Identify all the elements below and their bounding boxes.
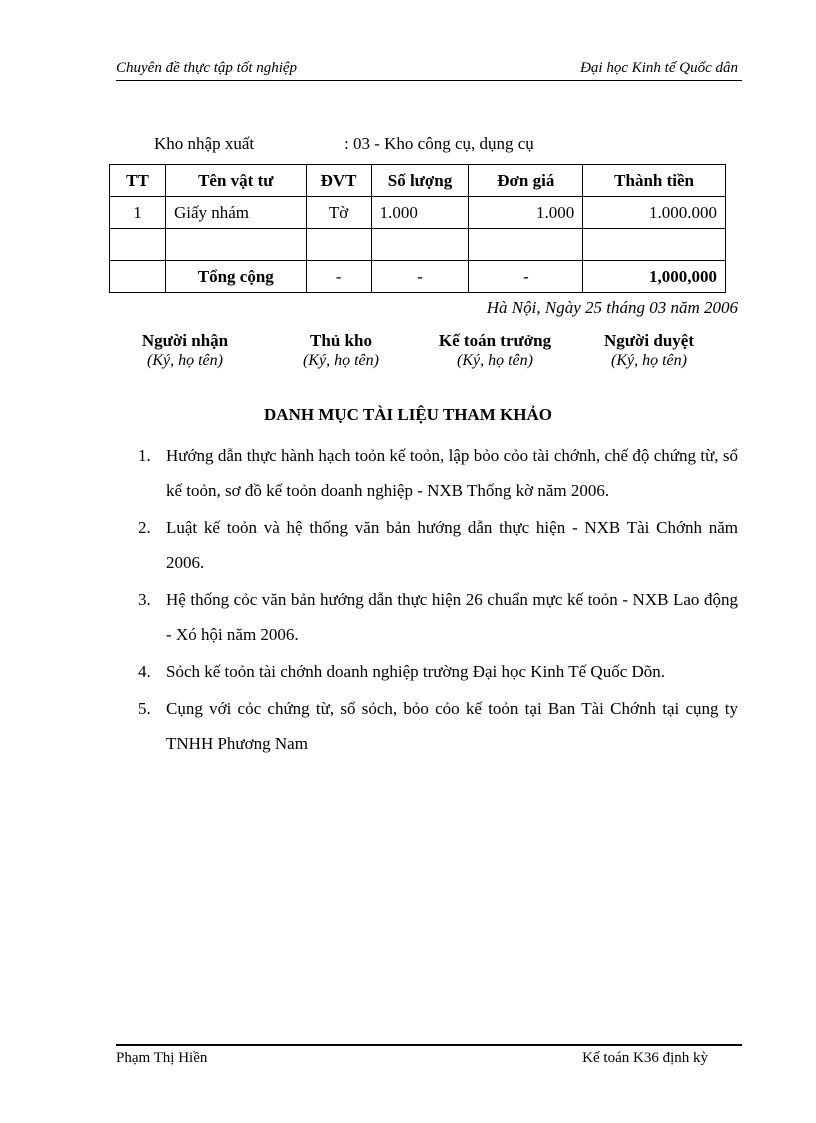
col-header-unit: ĐVT xyxy=(306,165,371,197)
col-header-quantity: Số lượng xyxy=(371,165,469,197)
cell-unit xyxy=(306,229,371,261)
signature-hint: (Ký, họ tên) xyxy=(457,352,533,369)
table-row xyxy=(110,229,726,261)
footer-author: Phạm Thị Hiền xyxy=(116,1050,208,1066)
signature-role: Kế toán trưởng xyxy=(438,331,552,350)
signature-block-approver xyxy=(574,331,724,370)
signature-block-chief-accountant xyxy=(420,331,570,370)
cell-quantity xyxy=(371,229,469,261)
signature-hint: (Ký, họ tên) xyxy=(303,352,379,369)
cell-price xyxy=(469,229,583,261)
page-footer xyxy=(116,1044,742,1070)
signature-hint: (Ký, họ tên) xyxy=(147,352,223,369)
list-item xyxy=(138,691,738,761)
cell-tt xyxy=(110,229,166,261)
date-line: Hà Nội, Ngày 25 tháng 03 năm 2006 xyxy=(486,298,738,317)
page-header xyxy=(116,58,742,81)
warehouse-line xyxy=(154,134,534,154)
cell-unit: Tờ xyxy=(306,197,371,229)
cell-price: - xyxy=(469,261,583,293)
col-header-tt: TT xyxy=(110,165,166,197)
table-header-row xyxy=(110,165,726,197)
warehouse-label: Kho nhập xuất xyxy=(154,134,255,153)
cell-tt: 1 xyxy=(110,197,166,229)
list-item xyxy=(138,510,738,580)
signature-block-storekeeper xyxy=(266,331,416,370)
list-item-text: Hệ thống cỏc văn bản hướng dẫn thực hiện 26 chuẩn mực kế toỏn - NXB Lao động - Xó hội năm 2006. xyxy=(166,590,738,644)
references-title: DANH MỤC TÀI LIỆU THAM KHẢO xyxy=(264,405,552,424)
cell-quantity: - xyxy=(371,261,469,293)
table-row xyxy=(110,197,726,229)
table-total-row xyxy=(110,261,726,293)
signature-block-receiver xyxy=(110,331,260,370)
references-list xyxy=(138,438,738,763)
total-label: Tổng cộng xyxy=(165,261,306,293)
list-item-text: Hướng dẫn thực hành hạch toỏn kế toỏn, lập bỏo cỏo tài chớnh, chế độ chứng từ, sổ kế toỏn, sơ đồ kế toỏn doanh nghiệp - NXB Thống kờ năm 2006. xyxy=(166,446,738,500)
cell-total: 1.000.000 xyxy=(583,197,726,229)
cell-name xyxy=(165,229,306,261)
cell-quantity: 1.000 xyxy=(371,197,469,229)
signature-hint: (Ký, họ tên) xyxy=(611,352,687,369)
list-item-number: 5. xyxy=(138,699,151,718)
list-item-text: Luật kế toỏn và hệ thống văn bản hướng dẫn thực hiện - NXB Tài Chớnh năm 2006. xyxy=(166,518,738,572)
header-left-text: Chuyên đề thực tập tốt nghiệp xyxy=(116,60,298,76)
list-item-number: 3. xyxy=(138,590,151,609)
cell-unit: - xyxy=(306,261,371,293)
list-item xyxy=(138,654,738,689)
col-header-name: Tên vật tư xyxy=(165,165,306,197)
col-header-price: Đơn giá xyxy=(469,165,583,197)
list-item xyxy=(138,582,738,652)
footer-class: Kế toán K36 định kỳ xyxy=(582,1050,708,1066)
cell-total xyxy=(583,229,726,261)
list-item-text: Cụng với cỏc chứng từ, sổ sỏch, bỏo cỏo kế toỏn tại Ban Tài Chớnh tại cụng ty TNHH Phương Nam xyxy=(166,699,738,753)
signature-role: Người nhận xyxy=(141,331,229,350)
list-item-number: 4. xyxy=(138,662,151,681)
warehouse-value: : 03 - Kho công cụ, dụng cụ xyxy=(344,134,534,153)
list-item xyxy=(138,438,738,508)
total-value: 1,000,000 xyxy=(583,261,726,293)
signature-role: Người duyệt xyxy=(604,331,694,350)
header-right-text: Đại học Kinh tế Quốc dân xyxy=(580,60,738,76)
signature-role: Thủ kho xyxy=(310,331,372,350)
cell-name: Giấy nhám xyxy=(165,197,306,229)
cell-price: 1.000 xyxy=(469,197,583,229)
list-item-number: 1. xyxy=(138,446,151,465)
list-item-number: 2. xyxy=(138,518,151,537)
col-header-total: Thành tiền xyxy=(583,165,726,197)
list-item-text: Sỏch kế toỏn tài chớnh doanh nghiệp trường Đại học Kinh Tế Quốc Dõn. xyxy=(166,662,666,681)
cell-tt xyxy=(110,261,166,293)
items-table xyxy=(109,164,726,293)
